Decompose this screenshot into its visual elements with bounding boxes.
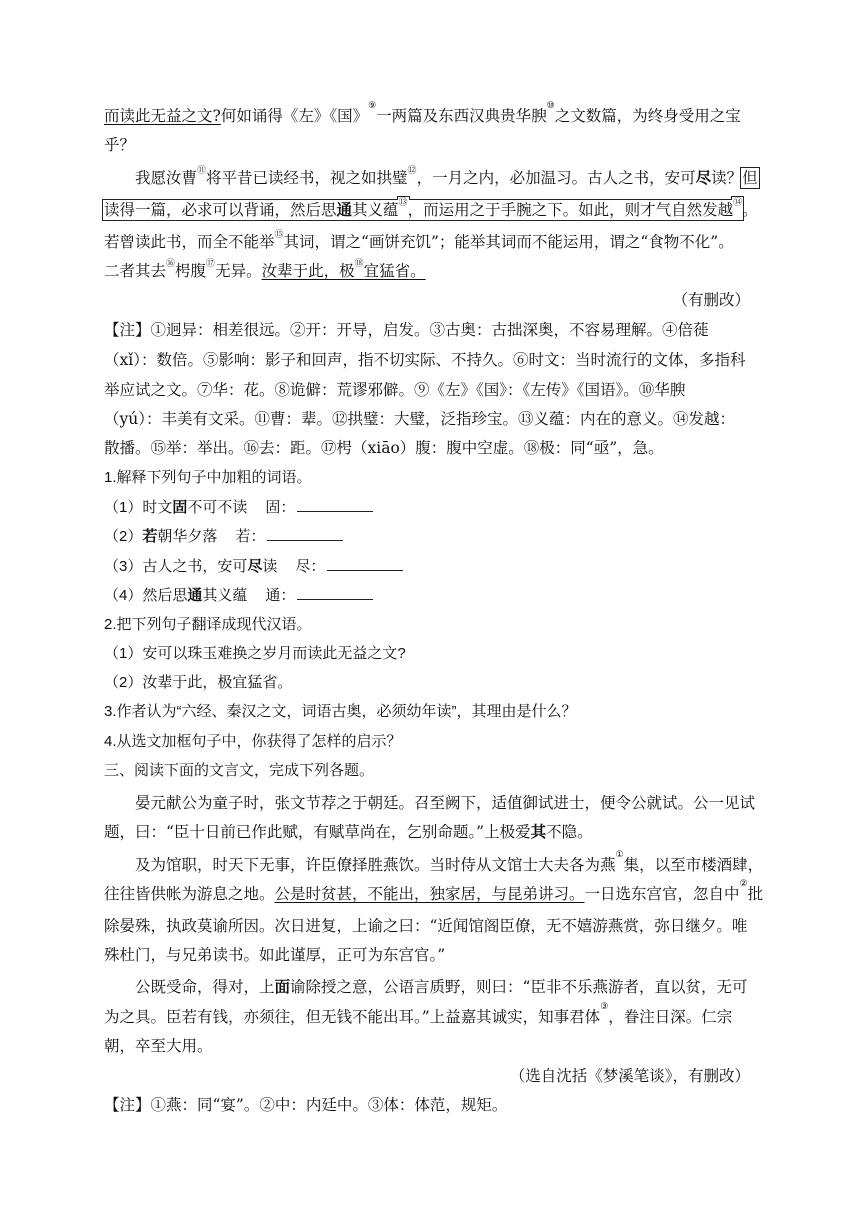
answer-blank[interactable]: [297, 497, 373, 512]
passage1-source: （有删改）: [672, 291, 750, 309]
passage1-p2-line3: 若曾读此书，而全不能举⑮其词，谓之“画饼充饥”；能举其词而不能运用，谓之“食物不化”。: [104, 230, 734, 251]
section3-p2-line4: 殊杜门，与兄弟读书。如此谨厚，正可为东宫官。”: [104, 946, 446, 964]
section3-p1-line2: 题，曰：“臣十日前已作此赋，有赋草尚在，乞别命题。”上极爱其不隐。: [104, 822, 593, 841]
framed-sentence-start: 但: [742, 169, 758, 187]
passage1-p2-line2: 读得一篇，必求可以背诵，然后思通其义蕴⑬，而运用之于手腕之下。如此，则才气自然发越⑭。: [104, 198, 758, 219]
section3-p2-line1: 及为馆职，时天下无事，许臣僚择胜燕饮。当时侍从文馆士大夫各为燕①集，以至市楼酒肆，: [135, 850, 764, 874]
question-2-1: （1）安可以珠玉难换之岁月而读此无益之文?: [104, 645, 406, 662]
answer-blank[interactable]: [327, 556, 403, 571]
notes1-line3: 举应试之文。⑦华：花。⑧诡僻：荒谬邪僻。⑨《左》《国》：《左传》《国语》。⑩华腴: [104, 381, 686, 399]
question-4: 4.从选文加框句子中，你获得了怎样的启示？: [104, 733, 402, 750]
answer-blank[interactable]: [267, 526, 343, 541]
question-3: 3.作者认为“六经、秦汉之文，词语古奥，必须幼年读”，其理由是什么？: [104, 703, 577, 720]
passage1-line2: 乎？: [104, 136, 136, 154]
passage1-p2-line4: 二者其去⑯枵腹⑰无异。汝辈于此，极⑱宜猛省。: [104, 259, 426, 280]
question-1-1: （1）时文固不可不读 固：: [104, 496, 373, 517]
question-2: 2.把下列句子翻译成现代汉语。: [104, 616, 312, 633]
notes1-line4: （yú）：丰美有文采。⑪曹：辈。⑫拱璧：大璧，泛指珍宝。⑬义蕴：内在的意义。⑭发越：: [104, 410, 735, 428]
section3-p3-line3: 朝，卒至大用。: [104, 1037, 213, 1055]
section3-p2-line3: 除晏殊，执政莫谕所因。次日进复，上谕之曰：“近闻馆阁臣僚，无不嬉游燕赏，弥日继夕。唯: [104, 917, 748, 935]
passage1-line1: 而读此无益之文?何如诵得《左》《国》⑨一两篇及东西汉典贵华腴⑩之文数篇，为终身受用之宝: [104, 101, 741, 125]
section3-p3-line1: 公既受命，得对，上面谕除授之意，公语言质野，则曰：“臣非不乐燕游者，直以贫，无可: [135, 977, 748, 996]
section3-notes: 【注】①燕：同“宴”。②中：内廷中。③体：体范，规矩。: [104, 1096, 508, 1114]
section3-p2-line2: 往往皆供帐为游息之地。公是时贫甚，不能出，独家居，与昆弟讲习。一日选东宫官，忽自中②批: [104, 879, 764, 903]
framed-sentence: 读得一篇，必求可以背诵，然后思通其义蕴⑬，而运用之于手腕之下。如此，则才气自然发越⑭: [104, 198, 743, 219]
notes1-line5: 散播。⑮举：举出。⑯去：距。⑰枵（xiāo）腹：腹中空虚。⑱极：同“亟”，急。: [104, 439, 664, 457]
question-2-2: （2）汝辈于此，极宜猛省。: [104, 674, 293, 691]
section3-source: （选自沈括《梦溪笔谈》，有删改）: [509, 1067, 750, 1085]
notes1-line1: 【注】①迥异：相差很远。②开：开导，启发。③古奥：古拙深奥，不容易理解。④倍蓰: [104, 321, 709, 339]
answer-blank[interactable]: [297, 585, 373, 600]
notes1-line2: （xǐ）：数倍。⑤影响：影子和回声，指不切实际、不持久。⑥时文：当时流行的文体，多指科: [104, 351, 746, 369]
question-1-2: （2）若朝华夕落 若：: [104, 525, 343, 546]
passage1-p2-line1: 我愿汝曹⑪将平昔已读经书，视之如拱璧⑫，一月之内，必加温习。古人之书，安可尽读？但: [135, 166, 758, 187]
section3-p1-line1: 晏元献公为童子时，张文节荐之于朝廷。召至阙下，适值御试进士，便令公就试。公一见试: [135, 794, 756, 812]
section-3-heading: 三、阅读下面的文言文，完成下列各题。: [104, 762, 375, 779]
question-1-4: （4）然后思通其义蕴 通：: [104, 584, 373, 605]
section3-p3-line2: 为之具。臣若有钱，亦须往，但无钱不能出耳。”上益嘉其诚实，知事君体③，眷注日深。仁宗: [104, 1002, 733, 1026]
question-1: 1.解释下列句子中加粗的词语。: [104, 469, 312, 486]
question-1-3: （3）古人之书，安可尽读 尽：: [104, 555, 403, 576]
